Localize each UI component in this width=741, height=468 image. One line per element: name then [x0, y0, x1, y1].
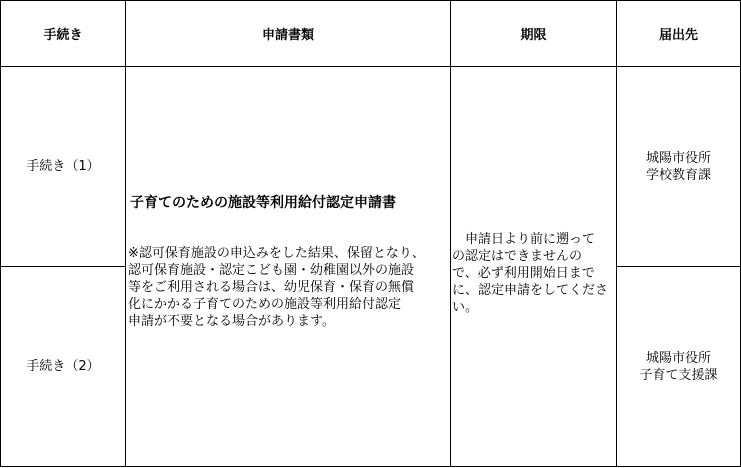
header-destination: 届出先	[658, 27, 698, 43]
row-divider-col1	[0, 266, 125, 267]
header-deadline: 期限	[520, 27, 547, 43]
deadline-line: に、認定申請をしてくださ	[452, 283, 609, 298]
table-border-left	[0, 0, 1, 467]
header-procedure: 手続き	[43, 27, 83, 43]
row-divider-col4	[616, 266, 741, 267]
header-bottom-border	[0, 66, 741, 67]
document-title: 子育てのための施設等利用給付認定申請書	[130, 195, 396, 211]
destination-line: 子育て支援課	[639, 368, 718, 383]
document-note-line: 等をご利用される場合は、幼児保育・保育の無償	[128, 280, 415, 295]
destination-1	[617, 150, 740, 184]
header-documents: 申請書類	[261, 27, 314, 43]
destination-line: 城陽市役所	[645, 351, 711, 366]
deadline-line: で、必ず利用開始日まで	[452, 266, 595, 281]
document-note-line: 申請が不要となる場合があります。	[128, 314, 335, 329]
document-note-line: ※認可保育施設の申込みをした結果、保留となり、	[128, 246, 425, 261]
column-divider-2	[450, 0, 451, 467]
column-divider-1	[125, 0, 126, 467]
procedure-label-1: 手続き（1）	[26, 159, 100, 174]
deadline-text	[452, 231, 614, 316]
destination-2	[617, 350, 740, 384]
deadline-line: の認定はできませんの	[452, 249, 583, 264]
column-divider-3	[616, 0, 617, 467]
document-note	[128, 245, 448, 330]
deadline-line: い。	[452, 300, 479, 315]
procedure-label-2: 手続き（2）	[26, 359, 100, 374]
destination-line: 城陽市役所	[645, 151, 711, 166]
document-note-line: 化にかかる子育てのための施設等利用給付認定	[128, 297, 402, 312]
table-border-bottom	[0, 466, 741, 467]
destination-line: 学校教育課	[645, 168, 711, 183]
document-note-line: 認可保育施設・認定こども園・幼稚園以外の施設	[128, 263, 415, 278]
deadline-line: 申請日より前に遡って	[465, 232, 596, 247]
